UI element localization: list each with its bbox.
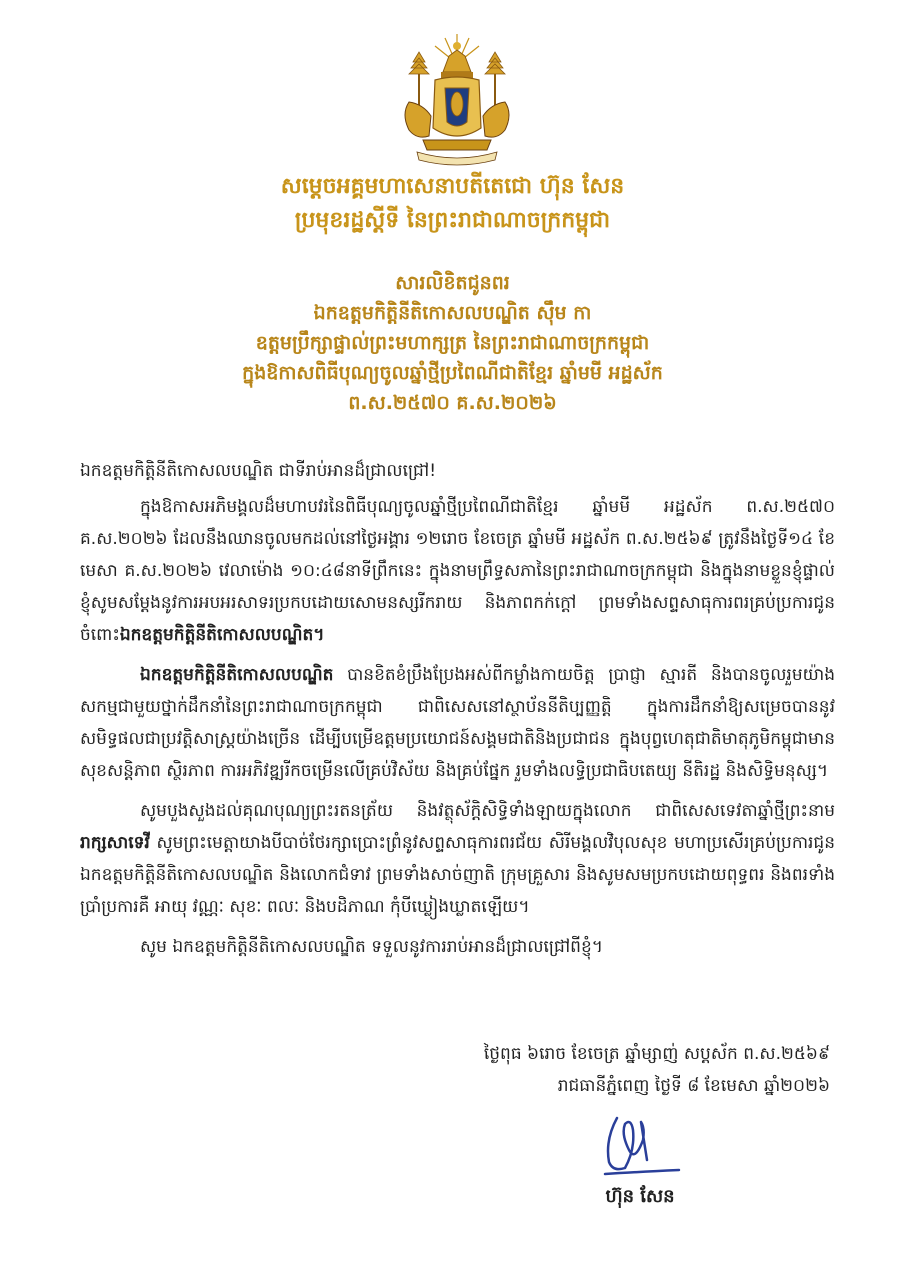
paragraph-1-recipient: ឯកឧត្តមកិត្តិនីតិកោសលបណ្ឌិត។ (119, 625, 325, 645)
paragraph-2 (80, 659, 835, 787)
signer-name: ហ៊ុន សែន (605, 1186, 675, 1207)
paragraph-3-deity: រាក្សសាទេវី (80, 833, 150, 853)
date-block (390, 1038, 830, 1102)
recipient-name: ឯកឧត្តមកិត្តិនីតិកោសលបណ្ឌិត ស៊ឹម កា (313, 302, 592, 324)
sender-position: ប្រមុខរដ្ឋស្ដីទី នៃព្រះរាជាណាចក្រកម្ពុជា (294, 208, 611, 233)
signature-icon (595, 1110, 685, 1180)
paragraph-2-recipient: ឯកឧត្តមកិត្តិនីតិកោសលបណ្ឌិត (140, 665, 334, 685)
paragraph-3 (80, 795, 835, 923)
sender-title: សម្ដេចអគ្គមហាសេនាបតីតេជោ ហ៊ុន សែន (280, 174, 625, 199)
paragraph-1-text: ក្នុងឱកាសអភិមង្គលដ៏មហាបវរនៃពិធីបុណ្យចូលឆ្នាំថ្មីប្រពៃណីជាតិខ្មែរ ឆ្នាំមមី អដ្ឋស័ក ព.ស.២៥៧០ គ.ស.២០២៦ ដែលនឹងឈានចូលមកដល់នៅថ្ងៃអង្គារ ១២រោច ខែចេត្រ ឆ្នាំមមី អដ្ឋស័ក ព.ស.២៥៦៩ ត្រូវនឹងថ្ងៃទី១៤ ខែមេសា គ.ស.២០២៦ វេលាម៉ោង ១០:៤៨នាទីព្រឹកនេះ ក្នុងនាមព្រឹទ្ធសភានៃព្រះរាជាណាចក្រកម្ពុជា និងក្នុងនាមខ្លួនខ្ញុំផ្ទាល់ ខ្ញុំសូមសម្ដែងនូវការអបអរសាទរប្រកបដោយសោមនស្សរីករាយ និងភាពកក់ក្ដៅ ព្រមទាំងសព្ទសាធុការពរគ្រប់ប្រការជូនចំពោះ (80, 497, 835, 645)
paragraph-1 (80, 491, 835, 651)
letter-body (80, 455, 835, 963)
place-and-date: រាជធានីភ្នំពេញ ថ្ងៃទី ៨ ខែមេសា ឆ្នាំ២០២៦ (557, 1076, 830, 1096)
paragraph-3-text-b: សូមព្រះមេត្តាយាងបីបាច់ថែរក្សាប្រោះព្រំនូវសព្ទសាធុការពរជ័យ សិរីមង្គលវិបុលសុខ មហាប្រសើរគ្រប់ប្រការជូន ឯកឧត្តមកិត្តិនីតិកោសលបណ្ឌិត និងលោកជំទាវ ព្រមទាំងសាច់ញាតិ ក្រុមគ្រួសារ និងសូមសមប្រកបដោយពុទ្ធពរ និងពរទាំងប្រាំប្រការគឺ អាយុ វណ្ណៈ សុខៈ ពលៈ និងបដិភាណ កុំបីឃ្លៀងឃ្លាតឡើយ។ (80, 833, 835, 917)
letter-title: សារលិខិតជូនពរ (395, 272, 510, 294)
closing-line: សូម ឯកឧត្តមកិត្តិនីតិកោសលបណ្ឌិត ទទួលនូវការរាប់អានដ៏ជ្រាលជ្រៅពីខ្ញុំ។ (140, 937, 603, 957)
paragraph-3-text-a: សូមបួងសួងដល់គុណបុណ្យព្រះរតនត្រ័យ និងវត្ថុស័ក្តិសិទ្ធិទាំងឡាយក្នុងលោក ជាពិសេសទេវតាឆ្នាំថ្មីព្រះនាម (140, 801, 835, 821)
salutation: ឯកឧត្តមកិត្តិនីតិកោសលបណ្ឌិត ជាទីរាប់អានដ៏ជ្រាលជ្រៅ! (80, 461, 437, 481)
letter-title-block (60, 268, 845, 418)
occasion: ក្នុងឱកាសពិធីបុណ្យចូលឆ្នាំថ្មីប្រពៃណីជាតិខ្មែរ ឆ្នាំមមី អដ្ឋស័ក (242, 362, 663, 384)
royal-emblem-icon (395, 32, 520, 167)
paragraph-2-text: បានខិតខំប្រឹងប្រែងអស់ពីកម្លាំងកាយចិត្ត ប្រាជ្ញា ស្មារតី និងបានចូលរួមយ៉ាងសកម្មជាមួយថ្នាក់ដឹកនាំនៃព្រះរាជាណាចក្រកម្ពុជា ជាពិសេសនៅស្ថាប័ននីតិប្បញ្ញត្តិ ក្នុងការដឹកនាំឱ្យសម្រេចបាននូវសមិទ្ធផលជាប្រវត្តិសាស្ត្រយ៉ាងច្រើន ដើម្បីបម្រើឧត្តមប្រយោជន៍សង្គមជាតិនិងប្រជាជន ក្នុងបុព្វហេតុជាតិមាតុភូមិកម្ពុជាមានសុខសន្តិភាព ស្ថិរភាព ការអភិវឌ្ឍរីកចម្រើនលើគ្រប់វិស័យ និងគ្រប់ផ្នែក រួមទាំងលទ្ធិប្រជាធិបតេយ្យ នីតិរដ្ឋ និងសិទ្ធិមនុស្ស។ (80, 665, 835, 781)
lunar-date: ថ្ងៃពុធ ៦រោច ខែចេត្រ ឆ្នាំម្សាញ់ សប្តស័ក ព.ស.២៥៦៩ (483, 1044, 830, 1064)
recipient-position: ឧត្តមប្រឹក្សាផ្ទាល់ព្រះមហាក្សត្រ នៃព្រះរាជាណាចក្រកម្ពុជា (255, 332, 650, 354)
occasion-date: ព.ស.២៥៧០ គ.ស.២០២៦ (348, 392, 557, 414)
